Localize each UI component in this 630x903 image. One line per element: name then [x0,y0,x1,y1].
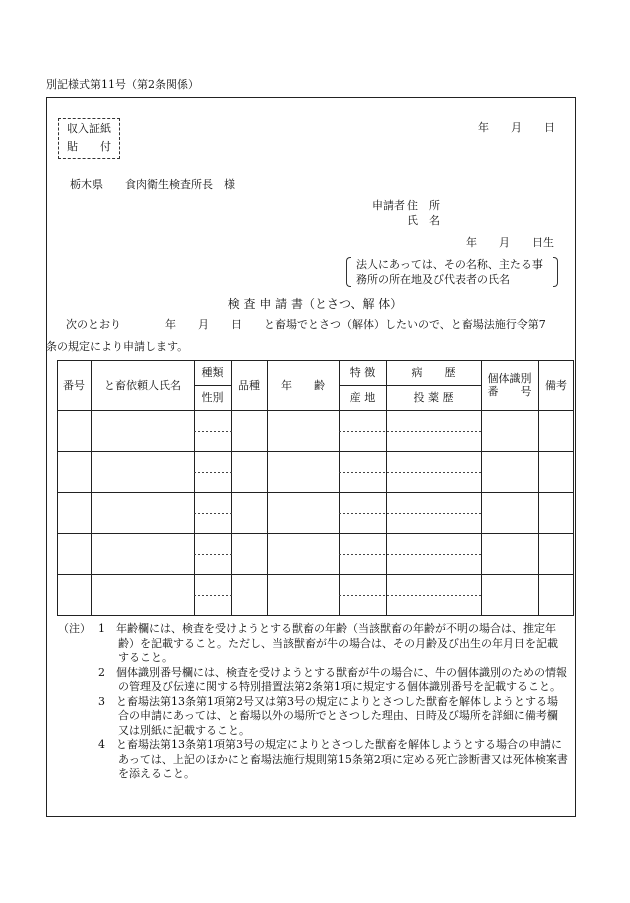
header-history: 病 歴 [411,366,456,379]
application-table [57,360,574,616]
notes-prefix: （注） [58,622,91,635]
note-number: 4 [98,738,105,751]
header-owner: と畜依頼人氏名 [104,379,181,392]
birth-date: 年 月 日生 [466,236,554,249]
header-id-number [481,372,538,398]
header-medication: 投 薬 歴 [413,391,454,404]
stamp-line1: 収入証紙 [67,122,111,135]
applicant-label: 申請者 [372,199,405,212]
table-grid [57,360,574,616]
intro-line-2: 条の規定により申請します。 [46,340,189,353]
corporation-note [346,257,558,287]
form-number-label: 別記様式第11号（第2条関係） [46,78,199,91]
note-item [58,695,568,739]
note-text: 個体識別番号欄には、検査を受けようとする獣畜が牛の場合に、牛の個体識別のための情報の管理及び伝達に関する特別措置法第2条第1項に規定する個体識別番号を記載すること。 [116,665,567,693]
applicant-address-label: 住 所 [407,199,440,212]
note-text: と畜場法第13条第1項第2号又は第3号の規定によりとさつした獣畜を解体しようとする場合の申請にあっては、と畜場以外の場所でとさつした理由、日時及び場所を詳細に備考欄又は別紙に記載すること。 [116,694,558,737]
header-number: 番号 [63,379,85,392]
header-sex: 性別 [201,391,224,404]
header-breed: 品種 [238,379,260,392]
revenue-stamp-box [58,118,120,159]
note-text: と畜場法第13条第1項第3号の規定によりとさつした獣畜を解体しようとする場合の申請にあっては、上記のほかにと畜場法施行規則第15条第2項に定める死亡診断書又は死体検案書を添えること。 [116,738,568,780]
note-text: 年齢欄には、検査を受けようとする獣畜の年齢（当該獣畜の年齢が不明の場合は、推定年齢）を記載すること。ただし、当該獣畜が牛の場合は、その月齢及び出生の年月日を記載すること。 [116,622,558,664]
header-type: 種類 [201,366,224,379]
intro-line-1: 次のとおり 年 月 日 と畜場でとさつ（解体）したいので、と畜場法施行令第7 [66,318,546,331]
header-features: 特 徴 [349,366,376,379]
note-item [58,666,568,695]
header-origin: 産 地 [349,391,376,404]
note-item [58,622,568,666]
corporation-note-text: 法人にあっては、その名称、主たる事務所の所在地及び代表者の氏名 [356,258,543,286]
header-age: 年 齢 [281,379,325,392]
note-item [58,738,568,782]
header-id-number-line1: 個体識別 [487,372,532,385]
note-number: 1 [98,622,105,635]
applicant-name-label: 氏 名 [407,214,440,227]
stamp-line2: 貼 付 [67,140,111,153]
header-remarks: 備考 [545,379,567,392]
application-date: 年 月 日 [478,121,555,134]
document-title: 検 査 申 請 書（とさつ、解 体） [227,297,403,311]
note-number: 3 [98,694,105,708]
header-id-number-line2: 番 号 [487,385,532,398]
note-number: 2 [98,665,105,679]
addressee: 栃木県 食肉衛生検査所長 様 [70,178,235,191]
notes-section [58,622,568,782]
